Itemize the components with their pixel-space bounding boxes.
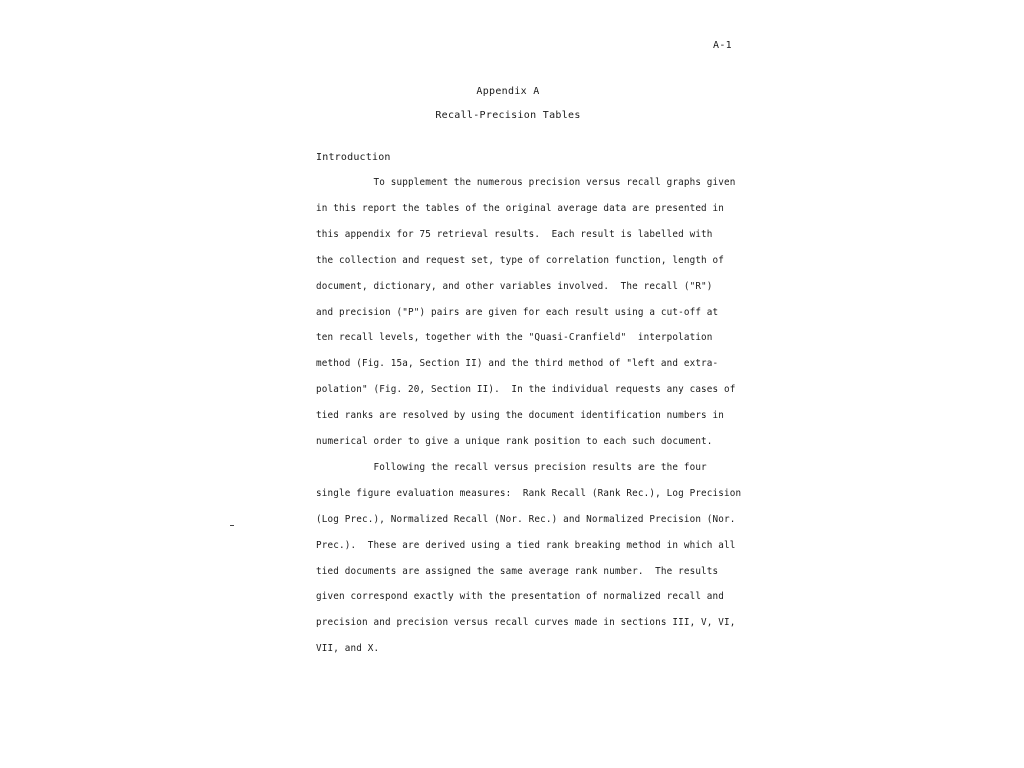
page-number: A-1	[713, 40, 732, 51]
body-text-line: method (Fig. 15a, Section II) and the third method of "left and extra-	[316, 358, 719, 370]
body-text-line: document, dictionary, and other variables involved. The recall ("R")	[316, 280, 713, 292]
body-text-line: numerical order to give a unique rank position to each such document.	[316, 436, 713, 447]
body-text-line: single figure evaluation measures: Rank Recall (Rank Rec.), Log Precision	[316, 487, 742, 499]
section-heading: Introduction	[316, 152, 391, 163]
body-text-line: in this report the tables of the original average data are presented in	[316, 202, 725, 214]
body-text-line: polation" (Fig. 20, Section II). In the individual requests any cases of	[316, 384, 736, 396]
margin-mark	[230, 525, 234, 526]
body-text-line: tied ranks are resolved by using the document identification numbers in	[316, 410, 725, 422]
body-text-line: (Log Prec.), Normalized Recall (Nor. Rec.) and Normalized Precision (Nor.	[316, 513, 736, 525]
body-text-line: and precision ("P") pairs are given for each result using a cut-off at	[316, 306, 719, 318]
body-text-line: precision and precision versus recall curves made in sections III, V, VI,	[316, 617, 736, 629]
body-text-line: Following the recall versus precision results are the four	[316, 461, 707, 473]
body-text-line: To supplement the numerous precision versus recall graphs given	[316, 177, 736, 188]
body-text-line: ten recall levels, together with the "Quasi-Cranfield" interpolation	[316, 332, 713, 344]
body-text-line: this appendix for 75 retrieval results. Each result is labelled with	[316, 228, 713, 240]
body-text-line: given correspond exactly with the presentation of normalized recall and	[316, 591, 725, 603]
appendix-title: Appendix A	[476, 86, 540, 97]
appendix-subtitle: Recall-Precision Tables	[435, 110, 581, 121]
body-text-line: tied documents are assigned the same average rank number. The results	[316, 565, 719, 577]
body-text-line: Prec.). These are derived using a tied rank breaking method in which all	[316, 539, 736, 551]
body-text-line: VII, and X.	[316, 643, 380, 655]
body-text-line: the collection and request set, type of correlation function, length of	[316, 254, 725, 266]
